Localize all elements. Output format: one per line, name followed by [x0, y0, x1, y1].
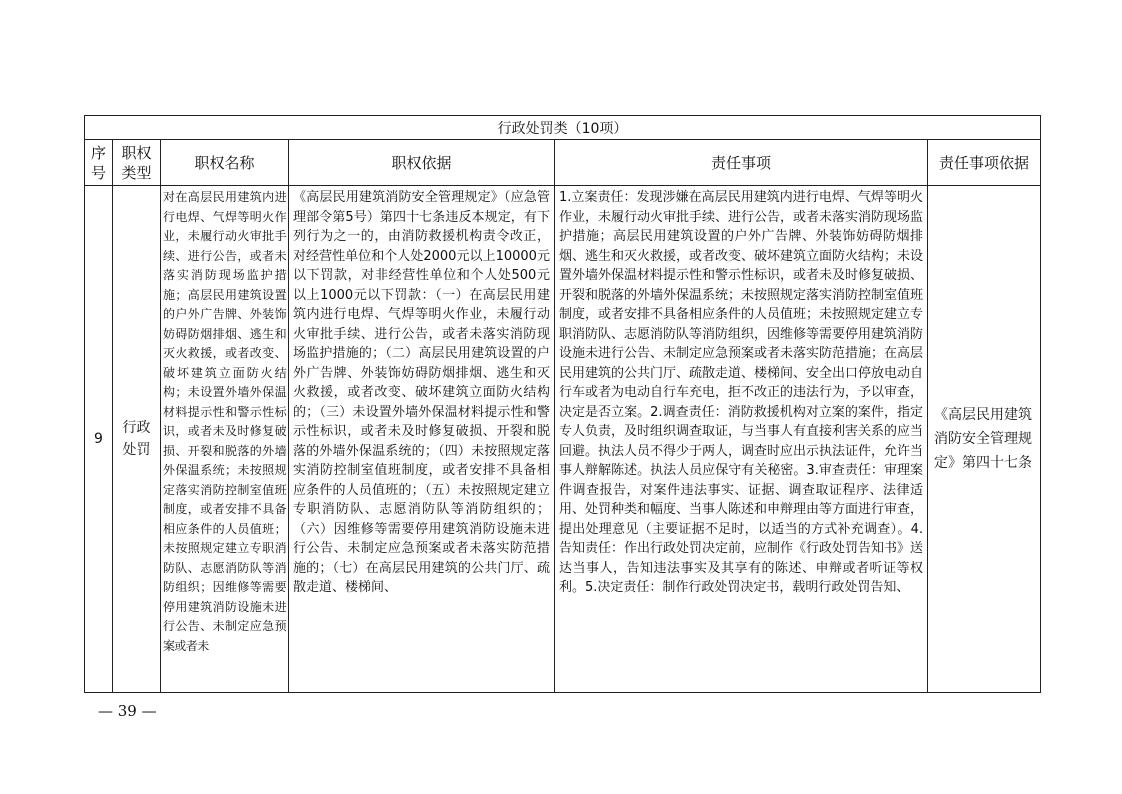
- header-name: 职权名称: [161, 140, 289, 186]
- header-basis: 职权依据: [289, 140, 555, 186]
- header-duty-basis: 责任事项依据: [928, 140, 1041, 186]
- row-seq: 9: [85, 186, 113, 693]
- row-duties: 1.立案责任：发现涉嫌在高层民用建筑内进行电焊、气焊等明火作业，未履行动火审批手续、进行公告，或者未落实消防现场监护措施；高层民用建筑设置的户外广告牌、外装饰妨碍防烟排烟、逃生和灭火救援，或者改变、破坏建筑立面防火结构；未设置外墙外保温材料提示性和警示性标识，或者未及时修复破损、开裂和脱落的外墙外保温系统；未按照规定落实消防控制室值班制度，或者安排不具备相应条件的人员值班；未按照规定建立专职消防队、志愿消防队等消防组织，因维修等需要停用建筑消防设施未进行公告、未制定应急预案或者未落实防范措施；在高层民用建筑的公共门厅、疏散走道、楼梯间、安全出口停放电动自行车或者为电动自行车充电，拒不改正的违法行为，予以审查，决定是否立案。2.调查责任：消防救援机构对立案的案件，指定专人负责，及时组织调查取证，与当事人有直接利害关系的应当回避。执法人员不得少于两人，调查时应出示执法证件，允许当事人辩解陈述。执法人员应保守有关秘密。3.审查责任：审理案件调查报告，对案件违法事实、证据、调查取证程序、法律适用、处罚种类和幅度、当事人陈述和申辩理由等方面进行审查，提出处理意见（主要证据不足时，以适当的方式补充调查）。4.告知责任：作出行政处罚决定前，应制作《行政处罚告知书》送达当事人，告知违法事实及其享有的陈述、申辩或者听证等权利。5.决定责任：制作行政处罚决定书，载明行政处罚告知、: [559, 190, 924, 595]
- row-duties-cell: [555, 186, 928, 693]
- header-seq: 序号: [85, 140, 113, 186]
- row-type: [113, 186, 161, 693]
- header-row: [85, 140, 1041, 186]
- table-row: [85, 186, 1041, 693]
- row-duty-basis: 《高层民用建筑消防安全管理规定》第四十七条: [928, 186, 1041, 693]
- section-title: 行政处罚类（10项）: [85, 116, 1041, 140]
- row-basis-cell: [289, 186, 555, 693]
- row-basis: 《高层民用建筑消防安全管理规定》（应急管理部令第5号）第四十七条违反本规定，有下列行为之一的，由消防救援机构责令改正，对经营性单位和个人处2000元以上10000元以下罚款，对非经营性单位和个人处500元以上1000元以下罚款：（一）在高层民用建筑内进行电焊、气焊等明火作业，未履行动火审批手续、进行公告，或者未落实消防现场监护措施的；（二）高层民用建筑设置的户外广告牌、外装饰妨碍防烟排烟、逃生和灭火救援，或者改变、破坏建筑立面防火结构的；（三）未设置外墙外保温材料提示性和警示性标识，或者未及时修复破损、开裂和脱落的外墙外保温系统的；（四）未按照规定落实消防控制室值班制度，或者安排不具备相应条件的人员值班的；（五）未按照规定建立专职消防队、志愿消防队等消防组织的；（六）因维修等需要停用建筑消防设施未进行公告、未制定应急预案或者未落实防范措施的；（七）在高层民用建筑的公共门厅、疏散走道、楼梯间、: [293, 190, 550, 595]
- row-type-text: 行政处罚: [122, 420, 151, 458]
- header-duties: 责任事项: [555, 140, 928, 186]
- page-number: — 39 —: [98, 702, 157, 720]
- header-type: 职权类型: [113, 140, 161, 186]
- row-name-cell: [161, 186, 289, 693]
- responsibility-table: [84, 115, 1041, 693]
- row-name: 对在高层民用建筑内进行电焊、气焊等明火作业，未履行动火审批手续、进行公告，或者未落实消防现场监护措施；高层民用建筑设置的户外广告牌、外装饰妨碍防烟排烟、逃生和灭火救援，或者改变、破坏建筑立面防火结构；未设置外墙外保温材料提示性和警示性标识，或者未及时修复破损、开裂和脱落的外墙外保温系统；未按照规定落实消防控制室值班制度，或者安排不具备相应条件的人员值班；未按照规定建立专职消防队、志愿消防队等消防组织；因维修等需要停用建筑消防设施未进行公告、未制定应急预案或者未: [163, 190, 286, 653]
